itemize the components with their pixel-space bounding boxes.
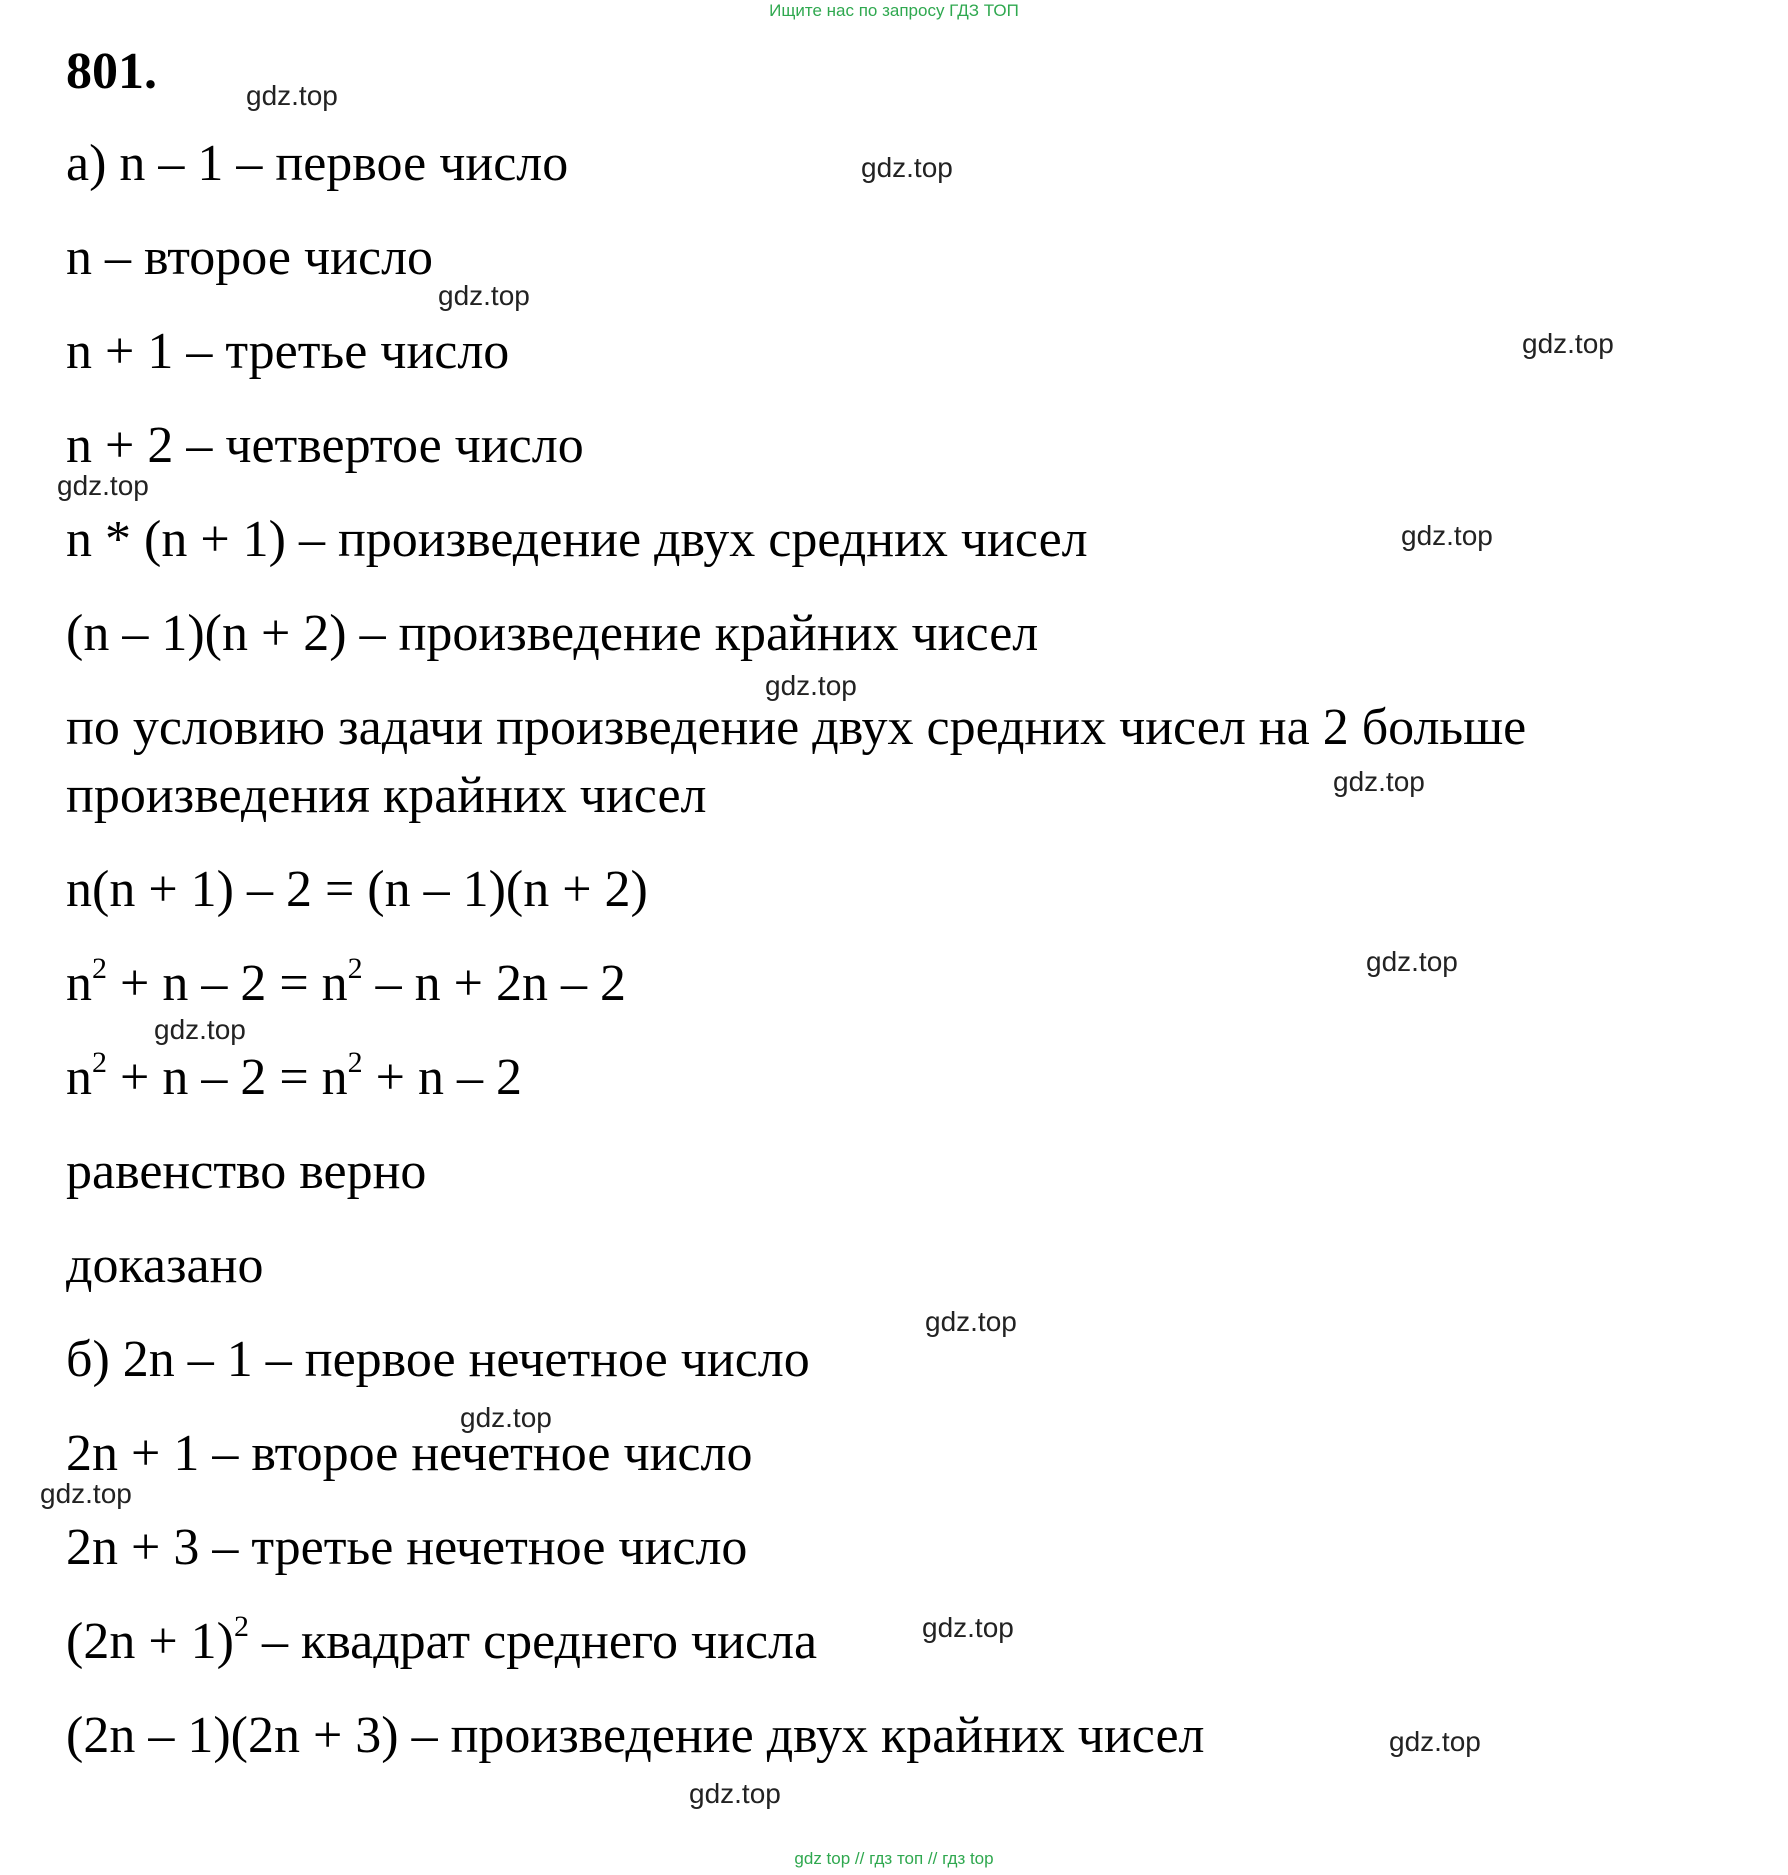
b4-exponent: 2 (233, 1610, 249, 1643)
top-banner: Ищите нас по запросу ГДЗ ТОП (769, 1, 1019, 20)
solution-line-a5: n * (n + 1) – произведение двух средних чисел (66, 511, 1088, 568)
watermark: gdz.top (246, 80, 338, 111)
equation-line-1: n(n + 1) – 2 = (n – 1)(n + 2) (66, 861, 648, 918)
watermark: gdz.top (40, 1478, 132, 1509)
watermark: gdz.top (765, 670, 857, 701)
watermark: gdz.top (1333, 766, 1425, 797)
solution-line-a4: n + 2 – четвертое число (66, 417, 584, 474)
eq3-part1: n (66, 1049, 92, 1106)
eq3-exponent1: 2 (92, 1046, 107, 1079)
watermark: gdz.top (1389, 1726, 1481, 1757)
eq2-exponent2: 2 (347, 952, 363, 985)
watermark: gdz.top (925, 1306, 1017, 1337)
solution-line-b3: 2n + 3 – третье нечетное число (66, 1519, 748, 1576)
solution-line-a6: (n – 1)(n + 2) – произведение крайних чисел (66, 605, 1039, 662)
eq3-part3: + n – 2 (362, 1049, 522, 1106)
conclusion-line-2: доказано (66, 1237, 264, 1294)
problem-number: 801. (66, 43, 157, 100)
watermark: gdz.top (1522, 328, 1614, 359)
watermark: gdz.top (460, 1402, 552, 1433)
solution-line-a2: n – второе число (66, 229, 434, 286)
solution-line-b4 (66, 1610, 817, 1674)
solution-line-a8: произведения крайних чисел (66, 767, 707, 824)
solution-line-b1: б) 2n – 1 – первое нечетное число (66, 1331, 810, 1388)
watermark: gdz.top (1401, 520, 1493, 551)
watermark: gdz.top (154, 1014, 246, 1045)
eq3-part2: + n – 2 = n (107, 1049, 348, 1106)
eq3-exponent2: 2 (347, 1046, 363, 1079)
watermark: gdz.top (861, 152, 953, 183)
footer-watermark: gdz top // гдз топ // гдз top (794, 1849, 994, 1868)
watermark: gdz.top (689, 1778, 781, 1809)
b4-part2: – квадрат среднего числа (248, 1613, 818, 1670)
watermark: gdz.top (57, 470, 149, 501)
eq2-part3: – n + 2n – 2 (362, 955, 626, 1012)
watermark: gdz.top (1366, 946, 1458, 977)
solution-line-b5: (2n – 1)(2n + 3) – произведение двух крайних чисел (66, 1707, 1205, 1764)
b4-part1: (2n + 1) (66, 1613, 234, 1670)
eq2-exponent1: 2 (92, 952, 107, 985)
watermark: gdz.top (438, 280, 530, 311)
solution-line-a7: по условию задачи произведение двух средних чисел на 2 больше (66, 699, 1527, 756)
equation-line-3 (66, 1046, 522, 1110)
watermark: gdz.top (922, 1612, 1014, 1643)
eq2-part2: + n – 2 = n (107, 955, 348, 1012)
solution-line-a1: а) n – 1 – первое число (66, 135, 569, 192)
conclusion-line-1: равенство верно (66, 1143, 427, 1200)
eq2-part1: n (66, 955, 92, 1012)
solution-line-a3: n + 1 – третье число (66, 323, 510, 380)
solution-line-b2: 2n + 1 – второе нечетное число (66, 1425, 753, 1482)
equation-line-2 (66, 952, 626, 1016)
